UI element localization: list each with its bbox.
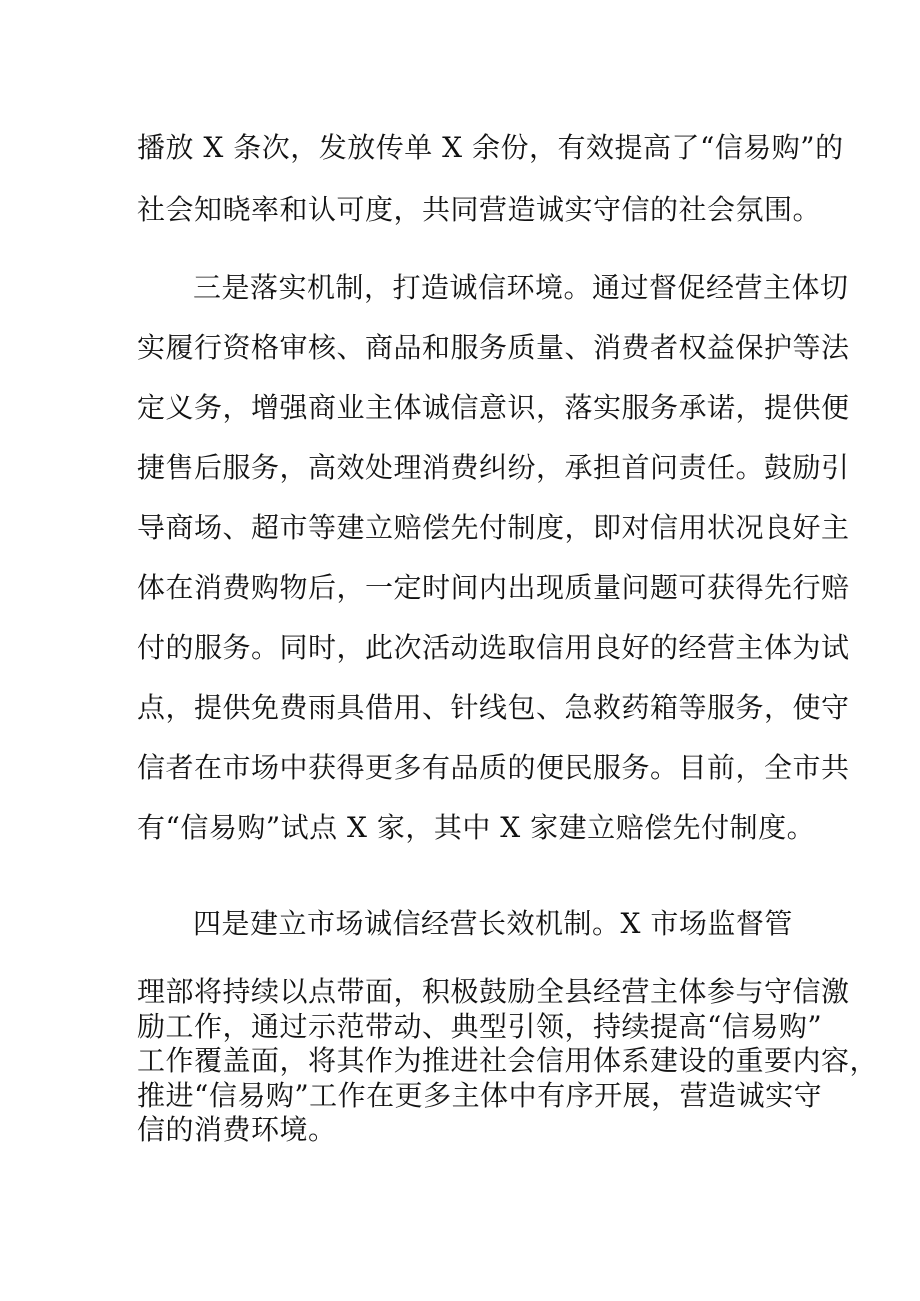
paragraph-line: 信的消费环境。	[137, 1113, 337, 1146]
section-three-heading-line: 三是落实机制，打造诚信环境。通过督促经营主体切	[193, 271, 849, 304]
paragraph-line: 信者在市场中获得更多有品质的便民服务。目前，全市共	[137, 751, 850, 784]
paragraph-line: 捷售后服务，高效处理消费纠纷，承担首问责任。鼓励引	[137, 451, 850, 484]
paragraph-line: 导商场、超市等建立赔偿先付制度，即对信用状况良好主	[137, 511, 850, 544]
paragraph-line: 定义务，增强商业主体诚信意识，落实服务承诺，提供便	[137, 391, 850, 424]
paragraph-line: 理部将持续以点带面，积极鼓励全县经营主体参与守信激	[137, 975, 850, 1008]
paragraph-line: 有“信易购”试点 X 家，其中 X 家建立赔偿先付制度。	[137, 811, 816, 844]
paragraph-line: 点，提供免费雨具借用、针线包、急救药箱等服务，使守	[137, 691, 850, 724]
paragraph-line: 播放 X 条次，发放传单 X 余份，有效提高了“信易购”的	[137, 131, 844, 164]
paragraph-line: 付的服务。同时，此次活动选取信用良好的经营主体为试	[137, 631, 850, 664]
paragraph-line: 励工作，通过示范带动、典型引领，持续提高“信易购”	[137, 1010, 823, 1043]
paragraph-line: 社会知晓率和认可度，共同营造诚实守信的社会氛围。	[137, 193, 822, 226]
paragraph-line: 体在消费购物后，一定时间内出现质量问题可获得先行赔	[137, 571, 850, 604]
paragraph-line: 推进“信易购”工作在更多主体中有序开展，营造诚实守	[137, 1079, 823, 1112]
paragraph-line: 实履行资格审核、商品和服务质量、消费者权益保护等法	[137, 331, 850, 364]
section-four-heading-line: 四是建立市场诚信经营长效机制。X 市场监督管	[193, 907, 793, 940]
paragraph-line: 工作覆盖面，将其作为推进社会信用体系建设的重要内容，	[137, 1044, 879, 1077]
